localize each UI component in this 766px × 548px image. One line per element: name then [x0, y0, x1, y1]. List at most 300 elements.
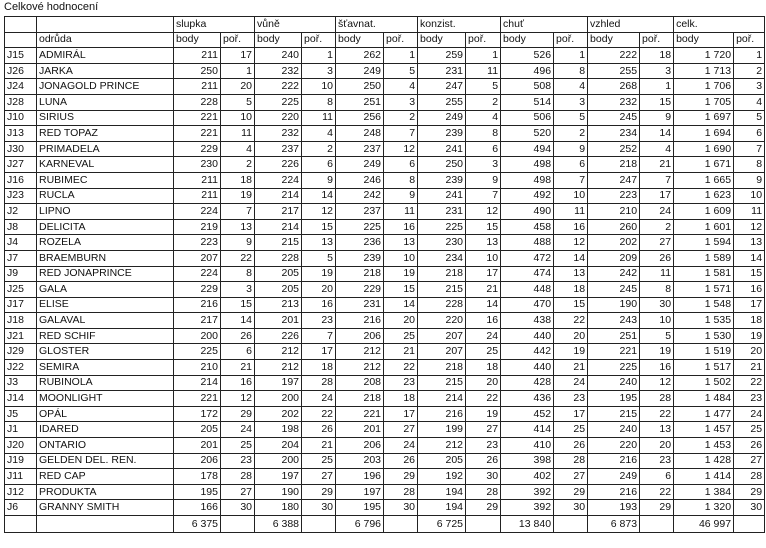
sub-header-rank: poř.	[302, 32, 336, 48]
sample-code: J17	[5, 297, 37, 313]
rank-cell: 30	[734, 500, 765, 516]
rank-cell: 28	[466, 484, 501, 500]
score-cell: 220	[418, 313, 466, 329]
score-cell: 245	[588, 110, 640, 126]
rank-cell: 3	[640, 63, 674, 79]
rank-cell: 28	[302, 375, 336, 391]
sample-code: J28	[5, 94, 37, 110]
score-cell: 1 502	[674, 375, 734, 391]
rank-cell: 20	[302, 282, 336, 298]
score-cell: 1 594	[674, 235, 734, 251]
sample-code: J26	[5, 63, 37, 79]
rank-cell: 1	[384, 48, 418, 64]
rank-cell: 12	[384, 141, 418, 157]
score-cell: 428	[501, 375, 554, 391]
score-cell: 268	[588, 79, 640, 95]
rank-cell: 22	[302, 406, 336, 422]
variety-name: LIPNO	[37, 204, 174, 220]
rank-cell: 2	[466, 94, 501, 110]
rank-cell: 28	[734, 469, 765, 485]
rank-cell: 1	[554, 48, 588, 64]
rank-cell: 27	[466, 422, 501, 438]
score-cell: 498	[501, 157, 554, 173]
empty-cell	[37, 516, 174, 533]
rank-cell: 18	[554, 282, 588, 298]
score-cell: 214	[255, 188, 302, 204]
score-cell: 506	[501, 110, 554, 126]
variety-name: GALA	[37, 282, 174, 298]
rank-cell: 6	[302, 157, 336, 173]
score-cell: 197	[255, 375, 302, 391]
score-cell: 1 384	[674, 484, 734, 500]
table-row	[5, 188, 765, 204]
score-cell: 251	[588, 328, 640, 344]
score-cell: 440	[501, 360, 554, 376]
score-cell: 1 697	[674, 110, 734, 126]
rank-cell: 3	[384, 94, 418, 110]
rank-cell: 23	[221, 453, 255, 469]
sample-code: J5	[5, 406, 37, 422]
rank-cell: 15	[302, 219, 336, 235]
sub-header-body: body	[501, 32, 554, 48]
group-header-vzhled: vzhled	[588, 17, 674, 33]
score-cell: 207	[418, 328, 466, 344]
score-cell: 1 453	[674, 438, 734, 454]
rank-cell: 7	[384, 126, 418, 142]
score-cell: 514	[501, 94, 554, 110]
rank-cell: 12	[734, 219, 765, 235]
variety-name: GLOSTER	[37, 344, 174, 360]
score-cell: 195	[336, 500, 384, 516]
score-cell: 215	[418, 282, 466, 298]
rank-cell: 13	[221, 219, 255, 235]
rank-cell: 17	[384, 406, 418, 422]
rank-cell: 26	[221, 328, 255, 344]
sub-header-rank: poř.	[554, 32, 588, 48]
rank-cell: 26	[640, 250, 674, 266]
table-body	[5, 17, 765, 533]
rank-cell: 18	[466, 360, 501, 376]
sub-header-body: body	[674, 32, 734, 48]
score-cell: 222	[255, 79, 302, 95]
score-cell: 221	[588, 344, 640, 360]
rank-cell: 24	[640, 204, 674, 220]
rank-cell: 29	[734, 484, 765, 500]
score-cell: 242	[336, 188, 384, 204]
rank-cell: 6	[554, 157, 588, 173]
variety-name: JARKA	[37, 63, 174, 79]
sample-code: J6	[5, 500, 37, 516]
score-cell: 215	[255, 235, 302, 251]
total-cell: 46 997	[674, 516, 734, 533]
score-cell: 251	[336, 94, 384, 110]
table-row	[5, 172, 765, 188]
score-cell: 1 535	[674, 313, 734, 329]
score-cell: 250	[336, 79, 384, 95]
score-cell: 205	[174, 422, 221, 438]
score-cell: 230	[174, 157, 221, 173]
rank-cell: 10	[221, 110, 255, 126]
rank-cell: 11	[554, 204, 588, 220]
score-cell: 488	[501, 235, 554, 251]
rank-cell: 5	[734, 110, 765, 126]
rank-cell: 2	[221, 157, 255, 173]
score-cell: 222	[588, 48, 640, 64]
score-cell: 178	[174, 469, 221, 485]
variety-name: SIRIUS	[37, 110, 174, 126]
rank-cell: 13	[554, 266, 588, 282]
score-cell: 204	[255, 438, 302, 454]
rank-cell: 12	[466, 204, 501, 220]
score-cell: 197	[336, 484, 384, 500]
score-cell: 215	[418, 375, 466, 391]
score-cell: 217	[174, 313, 221, 329]
score-cell: 231	[336, 297, 384, 313]
table-row	[5, 235, 765, 251]
rank-cell: 5	[384, 63, 418, 79]
variety-name: OPÁL	[37, 406, 174, 422]
score-cell: 398	[501, 453, 554, 469]
variety-name: MOONLIGHT	[37, 391, 174, 407]
score-cell: 240	[255, 48, 302, 64]
score-cell: 226	[255, 157, 302, 173]
score-cell: 199	[418, 422, 466, 438]
rank-cell: 24	[734, 406, 765, 422]
sub-header-body: body	[174, 32, 221, 48]
score-cell: 195	[588, 391, 640, 407]
score-cell: 1 720	[674, 48, 734, 64]
empty-cell	[466, 516, 501, 533]
score-cell: 442	[501, 344, 554, 360]
rank-cell: 28	[640, 391, 674, 407]
rank-cell: 29	[302, 484, 336, 500]
score-cell: 1 571	[674, 282, 734, 298]
score-cell: 218	[336, 266, 384, 282]
sub-header-rank: poř.	[734, 32, 765, 48]
score-cell: 242	[588, 266, 640, 282]
rank-cell: 6	[221, 344, 255, 360]
group-header-chut: chuť	[501, 17, 588, 33]
table-row	[5, 328, 765, 344]
score-cell: 206	[174, 453, 221, 469]
rank-cell: 26	[384, 453, 418, 469]
rank-cell: 7	[554, 172, 588, 188]
rank-cell: 17	[640, 188, 674, 204]
score-cell: 218	[418, 360, 466, 376]
rank-cell: 17	[466, 266, 501, 282]
rank-cell: 30	[384, 500, 418, 516]
table-row	[5, 500, 765, 516]
score-cell: 1 623	[674, 188, 734, 204]
table-row	[5, 391, 765, 407]
score-cell: 212	[255, 344, 302, 360]
sample-code: J9	[5, 266, 37, 282]
table-row	[5, 297, 765, 313]
rank-cell: 4	[302, 126, 336, 142]
score-cell: 259	[418, 48, 466, 64]
score-cell: 220	[255, 110, 302, 126]
score-cell: 414	[501, 422, 554, 438]
rank-cell: 25	[302, 453, 336, 469]
rank-cell: 22	[221, 250, 255, 266]
sample-code: J13	[5, 126, 37, 142]
sample-code: J15	[5, 48, 37, 64]
rank-cell: 29	[466, 500, 501, 516]
rank-cell: 9	[734, 172, 765, 188]
score-cell: 207	[174, 250, 221, 266]
variety-name: RED SCHIF	[37, 328, 174, 344]
table-row	[5, 157, 765, 173]
score-cell: 207	[418, 344, 466, 360]
rank-cell: 15	[221, 297, 255, 313]
rank-cell: 14	[221, 313, 255, 329]
sub-header-body: body	[588, 32, 640, 48]
table-row	[5, 110, 765, 126]
rank-cell: 5	[554, 110, 588, 126]
rank-cell: 10	[734, 188, 765, 204]
score-cell: 200	[255, 453, 302, 469]
score-cell: 508	[501, 79, 554, 95]
score-cell: 216	[418, 406, 466, 422]
score-cell: 234	[588, 126, 640, 142]
rank-cell: 27	[384, 422, 418, 438]
score-cell: 205	[255, 282, 302, 298]
rank-cell: 8	[466, 126, 501, 142]
sample-code: J1	[5, 422, 37, 438]
score-cell: 215	[588, 406, 640, 422]
table-row	[5, 126, 765, 142]
score-cell: 229	[336, 282, 384, 298]
score-cell: 232	[255, 126, 302, 142]
score-cell: 236	[336, 235, 384, 251]
rank-cell: 13	[734, 235, 765, 251]
rank-cell: 19	[221, 188, 255, 204]
score-cell: 496	[501, 63, 554, 79]
rank-cell: 20	[384, 313, 418, 329]
score-cell: 392	[501, 484, 554, 500]
score-cell: 255	[588, 63, 640, 79]
score-cell: 203	[336, 453, 384, 469]
sample-code: J30	[5, 141, 37, 157]
score-cell: 206	[336, 438, 384, 454]
score-cell: 402	[501, 469, 554, 485]
score-cell: 218	[336, 391, 384, 407]
rank-cell: 29	[221, 406, 255, 422]
rank-cell: 13	[302, 235, 336, 251]
rank-cell: 13	[640, 422, 674, 438]
table-row	[5, 375, 765, 391]
score-cell: 220	[588, 438, 640, 454]
score-cell: 221	[174, 391, 221, 407]
rank-cell: 27	[221, 484, 255, 500]
rank-cell: 28	[554, 453, 588, 469]
rank-cell: 21	[640, 157, 674, 173]
score-cell: 1 705	[674, 94, 734, 110]
score-cell: 520	[501, 126, 554, 142]
rank-cell: 11	[221, 126, 255, 142]
rank-cell: 15	[734, 266, 765, 282]
score-cell: 1 548	[674, 297, 734, 313]
score-cell: 246	[336, 172, 384, 188]
score-cell: 210	[588, 204, 640, 220]
rank-cell: 2	[302, 141, 336, 157]
score-cell: 240	[588, 375, 640, 391]
score-cell: 260	[588, 219, 640, 235]
score-cell: 249	[336, 63, 384, 79]
rank-cell: 24	[554, 375, 588, 391]
score-cell: 208	[336, 375, 384, 391]
score-cell: 192	[418, 469, 466, 485]
score-cell: 228	[418, 297, 466, 313]
rank-cell: 29	[554, 484, 588, 500]
rank-cell: 24	[466, 328, 501, 344]
score-cell: 1 414	[674, 469, 734, 485]
variety-name: SEMIRA	[37, 360, 174, 376]
rank-cell: 2	[384, 110, 418, 126]
variety-name: RED TOPAZ	[37, 126, 174, 142]
score-cell: 190	[588, 297, 640, 313]
rank-cell: 23	[384, 375, 418, 391]
sample-code: J24	[5, 79, 37, 95]
rank-cell: 21	[384, 344, 418, 360]
score-cell: 196	[336, 469, 384, 485]
rank-cell: 21	[221, 360, 255, 376]
score-cell: 1 690	[674, 141, 734, 157]
score-cell: 212	[418, 438, 466, 454]
score-cell: 166	[174, 500, 221, 516]
score-cell: 205	[418, 453, 466, 469]
score-cell: 225	[588, 360, 640, 376]
score-cell: 250	[418, 157, 466, 173]
score-cell: 201	[255, 313, 302, 329]
rank-cell: 18	[734, 313, 765, 329]
rank-cell: 21	[302, 438, 336, 454]
score-cell: 228	[174, 94, 221, 110]
table-row	[5, 484, 765, 500]
rank-cell: 28	[221, 469, 255, 485]
rank-cell: 17	[221, 48, 255, 64]
rank-cell: 23	[466, 438, 501, 454]
rank-cell: 23	[640, 453, 674, 469]
rank-cell: 30	[302, 500, 336, 516]
rank-cell: 5	[221, 94, 255, 110]
score-cell: 494	[501, 141, 554, 157]
table-row	[5, 344, 765, 360]
rank-cell: 12	[640, 375, 674, 391]
sub-header-rank: poř.	[466, 32, 501, 48]
score-cell: 218	[588, 157, 640, 173]
sample-code: J23	[5, 188, 37, 204]
rank-cell: 13	[466, 235, 501, 251]
rank-cell: 8	[554, 63, 588, 79]
score-cell: 241	[418, 141, 466, 157]
score-cell: 237	[255, 141, 302, 157]
sample-code: J29	[5, 344, 37, 360]
rank-cell: 16	[640, 360, 674, 376]
group-header-stavnat: šťavnat.	[336, 17, 418, 33]
rank-cell: 18	[384, 391, 418, 407]
score-cell: 1 484	[674, 391, 734, 407]
rank-cell: 14	[384, 297, 418, 313]
rank-cell: 23	[734, 391, 765, 407]
empty-cell	[640, 516, 674, 533]
score-cell: 239	[418, 172, 466, 188]
rank-cell: 3	[302, 63, 336, 79]
rank-cell: 9	[302, 172, 336, 188]
rank-cell: 6	[734, 126, 765, 142]
score-cell: 231	[418, 204, 466, 220]
variety-name: RUBINOLA	[37, 375, 174, 391]
score-cell: 200	[255, 391, 302, 407]
rank-cell: 26	[554, 438, 588, 454]
rank-cell: 7	[221, 204, 255, 220]
sub-header-rank: poř.	[384, 32, 418, 48]
empty-cell	[37, 17, 174, 33]
score-cell: 226	[255, 328, 302, 344]
rank-cell: 19	[302, 266, 336, 282]
score-cell: 202	[255, 406, 302, 422]
sample-code: J14	[5, 391, 37, 407]
empty-cell	[554, 516, 588, 533]
score-cell: 1 530	[674, 328, 734, 344]
rank-cell: 14	[734, 250, 765, 266]
score-cell: 231	[418, 63, 466, 79]
rank-cell: 19	[466, 406, 501, 422]
total-cell: 6 375	[174, 516, 221, 533]
sample-code: J22	[5, 360, 37, 376]
variety-name: GRANNY SMITH	[37, 500, 174, 516]
score-cell: 1 581	[674, 266, 734, 282]
variety-name: PRIMADELA	[37, 141, 174, 157]
table-row	[5, 79, 765, 95]
score-cell: 1 457	[674, 422, 734, 438]
rank-cell: 12	[554, 235, 588, 251]
rank-cell: 12	[302, 204, 336, 220]
sample-code: J12	[5, 484, 37, 500]
variety-name: GALAVAL	[37, 313, 174, 329]
rank-cell: 1	[302, 48, 336, 64]
score-cell: 213	[255, 297, 302, 313]
score-cell: 194	[418, 484, 466, 500]
rank-cell: 24	[384, 438, 418, 454]
sample-code: J21	[5, 328, 37, 344]
score-cell: 1 706	[674, 79, 734, 95]
rank-cell: 22	[384, 360, 418, 376]
rank-cell: 20	[640, 438, 674, 454]
rank-cell: 9	[466, 172, 501, 188]
sample-code: J16	[5, 172, 37, 188]
table-row	[5, 422, 765, 438]
rank-cell: 5	[466, 79, 501, 95]
score-cell: 249	[418, 110, 466, 126]
table-row	[5, 438, 765, 454]
variety-name: DELICITA	[37, 219, 174, 235]
rank-cell: 14	[466, 297, 501, 313]
score-cell: 211	[174, 172, 221, 188]
rank-cell: 15	[466, 219, 501, 235]
score-cell: 392	[501, 500, 554, 516]
rank-cell: 3	[734, 79, 765, 95]
rank-cell: 4	[466, 110, 501, 126]
rank-cell: 1	[640, 79, 674, 95]
rank-cell: 26	[302, 422, 336, 438]
score-cell: 256	[336, 110, 384, 126]
rank-cell: 18	[302, 360, 336, 376]
rank-cell: 9	[384, 188, 418, 204]
rank-cell: 15	[554, 297, 588, 313]
rank-cell: 16	[221, 375, 255, 391]
sample-code: J10	[5, 110, 37, 126]
